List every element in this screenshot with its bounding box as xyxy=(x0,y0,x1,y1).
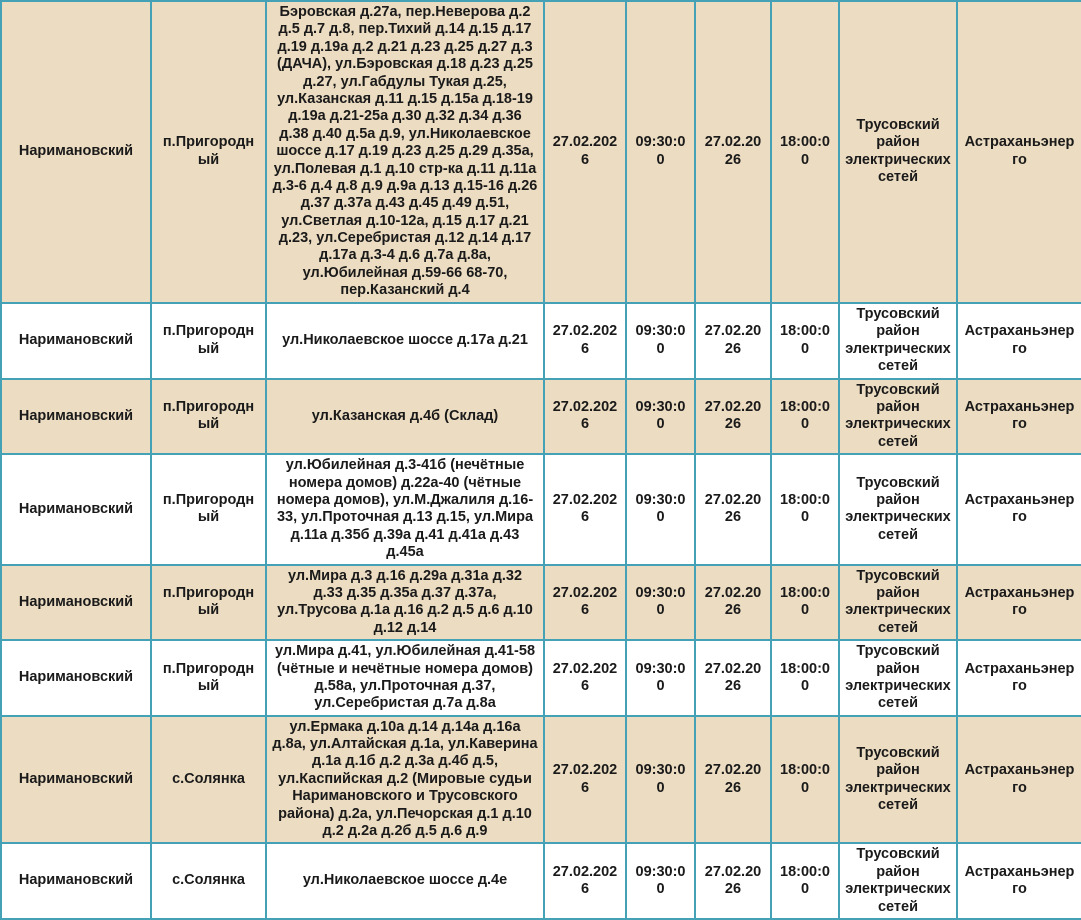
cell-time-end: 18:00:00 xyxy=(771,379,839,455)
cell-settlement: п.Пригородный xyxy=(151,640,266,716)
cell-addresses: ул.Мира д.41, ул.Юбилейная д.41-58 (чётные и нечётные номера домов) д.58а, ул.Проточная д.37, ул.Серебристая д.7а д.8а xyxy=(266,640,544,716)
cell-time-end: 18:00:00 xyxy=(771,1,839,303)
cell-settlement: п.Пригородный xyxy=(151,303,266,379)
cell-company: Астраханьэнерго xyxy=(957,1,1081,303)
cell-time-start: 09:30:00 xyxy=(626,454,695,564)
table-row xyxy=(1,716,1081,844)
cell-time-start: 09:30:00 xyxy=(626,379,695,455)
table-row xyxy=(1,843,1081,919)
cell-date-start: 27.02.2026 xyxy=(544,716,626,844)
cell-date-end: 27.02.2026 xyxy=(695,565,771,641)
cell-time-end: 18:00:00 xyxy=(771,640,839,716)
cell-addresses: Бэровская д.27а, пер.Неверова д.2 д.5 д.7 д.8, пер.Тихий д.14 д.15 д.17 д.19 д.19а д.2 д.21 д.23 д.25 д.27 д.3 (ДАЧА), ул.Бэровская д.18 д.23 д.25 д.27, ул.Габдулы Тукая д.25, ул.Казанская д.11 д.15 д.15а д.18-19 д.19а д.21-25а д.30 д.32 д.34 д.36 д.38 д.40 д.5а д.9, ул.Николаевское шоссе д.17 д.19 д.23 д.25 д.29 д.35а, ул.Полевая д.1 д.10 стр-ка д.11 д.11а д.3-6 д.4 д.8 д.9 д.9а д.13 д.15-16 д.26 д.37 д.37а д.43 д.45 д.49 д.51, ул.Светлая д.10-12а, д.15 д.17 д.21 д.23, ул.Серебристая д.12 д.14 д.17 д.17а д.3-4 д.6 д.7а д.8а, ул.Юбилейная д.59-66 68-70, пер.Казанский д.4 xyxy=(266,1,544,303)
cell-addresses: ул.Ермака д.10а д.14 д.14а д.16а д.8а, ул.Алтайская д.1а, ул.Каверина д.1а д.1б д.2 д.3а д.4б д.5, ул.Каспийская д.2 (Мировые судьи Наримановского и Трусовского района) д.2а, ул.Печорская д.1 д.10 д.2 д.2а д.2б д.5 д.6 д.9 xyxy=(266,716,544,844)
cell-time-start: 09:30:00 xyxy=(626,716,695,844)
table-row xyxy=(1,565,1081,641)
cell-company: Астраханьэнерго xyxy=(957,303,1081,379)
cell-addresses: ул.Николаевское шоссе д.17а д.21 xyxy=(266,303,544,379)
cell-settlement: п.Пригородный xyxy=(151,379,266,455)
cell-district: Наримановский xyxy=(1,640,151,716)
cell-date-end: 27.02.2026 xyxy=(695,454,771,564)
cell-network: Трусовский район электрических сетей xyxy=(839,843,957,919)
cell-time-start: 09:30:00 xyxy=(626,1,695,303)
cell-settlement: с.Солянка xyxy=(151,716,266,844)
cell-date-start: 27.02.2026 xyxy=(544,303,626,379)
cell-date-start: 27.02.2026 xyxy=(544,565,626,641)
cell-network: Трусовский район электрических сетей xyxy=(839,379,957,455)
cell-addresses: ул.Николаевское шоссе д.4е xyxy=(266,843,544,919)
cell-time-end: 18:00:00 xyxy=(771,843,839,919)
cell-company: Астраханьэнерго xyxy=(957,640,1081,716)
outage-table-body xyxy=(1,1,1081,919)
cell-date-start: 27.02.2026 xyxy=(544,379,626,455)
cell-company: Астраханьэнерго xyxy=(957,454,1081,564)
cell-district: Наримановский xyxy=(1,716,151,844)
cell-company: Астраханьэнерго xyxy=(957,716,1081,844)
cell-network: Трусовский район электрических сетей xyxy=(839,1,957,303)
cell-company: Астраханьэнерго xyxy=(957,843,1081,919)
cell-date-end: 27.02.2026 xyxy=(695,640,771,716)
cell-addresses: ул.Мира д.3 д.16 д.29а д.31а д.32 д.33 д.35 д.35а д.37 д.37а, ул.Трусова д.1а д.16 д.2 д.5 д.6 д.10 д.12 д.14 xyxy=(266,565,544,641)
cell-network: Трусовский район электрических сетей xyxy=(839,640,957,716)
cell-network: Трусовский район электрических сетей xyxy=(839,454,957,564)
cell-time-start: 09:30:00 xyxy=(626,303,695,379)
cell-district: Наримановский xyxy=(1,454,151,564)
table-row xyxy=(1,454,1081,564)
cell-district: Наримановский xyxy=(1,379,151,455)
cell-date-start: 27.02.2026 xyxy=(544,843,626,919)
cell-settlement: п.Пригородный xyxy=(151,1,266,303)
cell-company: Астраханьэнерго xyxy=(957,565,1081,641)
cell-network: Трусовский район электрических сетей xyxy=(839,303,957,379)
cell-date-end: 27.02.2026 xyxy=(695,379,771,455)
cell-company: Астраханьэнерго xyxy=(957,379,1081,455)
cell-network: Трусовский район электрических сетей xyxy=(839,716,957,844)
cell-time-start: 09:30:00 xyxy=(626,565,695,641)
cell-district: Наримановский xyxy=(1,565,151,641)
cell-settlement: п.Пригородный xyxy=(151,565,266,641)
cell-date-end: 27.02.2026 xyxy=(695,716,771,844)
cell-date-end: 27.02.2026 xyxy=(695,1,771,303)
cell-addresses: ул.Юбилейная д.3-41б (нечётные номера домов) д.22а-40 (чётные номера домов), ул.М.Джалиля д.16-33, ул.Проточная д.13 д.15, ул.Мира д.11а д.35б д.39а д.41 д.41а д.43 д.45а xyxy=(266,454,544,564)
cell-addresses: ул.Казанская д.4б (Склад) xyxy=(266,379,544,455)
cell-settlement: п.Пригородный xyxy=(151,454,266,564)
table-row xyxy=(1,1,1081,303)
cell-district: Наримановский xyxy=(1,303,151,379)
cell-network: Трусовский район электрических сетей xyxy=(839,565,957,641)
cell-date-end: 27.02.2026 xyxy=(695,843,771,919)
cell-time-start: 09:30:00 xyxy=(626,640,695,716)
cell-date-end: 27.02.2026 xyxy=(695,303,771,379)
table-row xyxy=(1,379,1081,455)
cell-date-start: 27.02.2026 xyxy=(544,640,626,716)
cell-district: Наримановский xyxy=(1,843,151,919)
cell-settlement: с.Солянка xyxy=(151,843,266,919)
cell-date-start: 27.02.2026 xyxy=(544,454,626,564)
cell-district: Наримановский xyxy=(1,1,151,303)
cell-time-end: 18:00:00 xyxy=(771,454,839,564)
table-row xyxy=(1,303,1081,379)
table-row xyxy=(1,640,1081,716)
cell-time-end: 18:00:00 xyxy=(771,565,839,641)
cell-date-start: 27.02.2026 xyxy=(544,1,626,303)
cell-time-end: 18:00:00 xyxy=(771,716,839,844)
cell-time-start: 09:30:00 xyxy=(626,843,695,919)
cell-time-end: 18:00:00 xyxy=(771,303,839,379)
